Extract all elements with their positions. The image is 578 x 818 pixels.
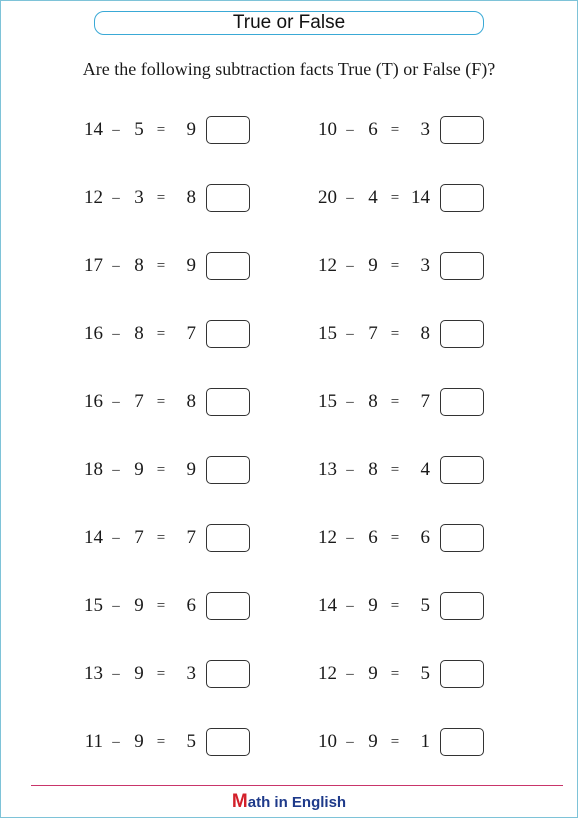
instruction-text: Are the following subtraction facts True (T) or False (F)?: [82, 59, 496, 79]
problem-row: [307, 252, 578, 280]
minuend: 16: [84, 323, 103, 344]
stated-result: 9: [186, 255, 196, 276]
stated-result: 5: [420, 595, 430, 616]
subtrahend: 7: [134, 391, 144, 412]
stated-result: 7: [186, 323, 196, 344]
minuend: 12: [84, 187, 103, 208]
minus-sign: –: [112, 530, 120, 546]
problem-row: [307, 388, 578, 416]
minuend: 10: [318, 731, 337, 752]
subtrahend: 8: [134, 323, 144, 344]
minuend: 14: [84, 527, 103, 548]
minuend: 12: [318, 527, 337, 548]
minuend: 13: [84, 663, 103, 684]
minus-sign: –: [112, 666, 120, 682]
problem-row: [307, 728, 578, 756]
answer-box[interactable]: [440, 456, 484, 484]
subtrahend: 7: [368, 323, 378, 344]
subtrahend: 4: [368, 187, 378, 208]
minuend: 15: [318, 391, 337, 412]
minuend: 14: [84, 119, 103, 140]
stated-result: 7: [186, 527, 196, 548]
answer-box[interactable]: [206, 320, 250, 348]
problem-row: [307, 456, 578, 484]
stated-result: 6: [186, 595, 196, 616]
equals-sign: =: [390, 326, 400, 342]
answer-box[interactable]: [206, 660, 250, 688]
answer-box[interactable]: [206, 184, 250, 212]
subtrahend: 9: [368, 595, 378, 616]
subtrahend: 7: [134, 527, 144, 548]
answer-box[interactable]: [206, 728, 250, 756]
stated-result: 8: [186, 391, 196, 412]
minus-sign: –: [346, 462, 354, 478]
stated-result: 5: [186, 731, 196, 752]
footer-divider: [31, 785, 563, 786]
subtrahend: 5: [134, 119, 144, 140]
brand-text: ath in English: [247, 794, 347, 811]
minuend: 12: [318, 255, 337, 276]
subtrahend: 9: [134, 731, 144, 752]
stated-result: 3: [420, 255, 430, 276]
minus-sign: –: [346, 122, 354, 138]
problem-row: [307, 320, 578, 348]
equals-sign: =: [156, 462, 166, 478]
minus-sign: –: [112, 326, 120, 342]
minus-sign: –: [112, 258, 120, 274]
answer-box[interactable]: [206, 252, 250, 280]
minus-sign: –: [346, 530, 354, 546]
subtrahend: 9: [134, 459, 144, 480]
problem-row: [307, 524, 578, 552]
minuend: 20: [318, 187, 337, 208]
page-title: True or False: [94, 11, 484, 35]
brand-m-letter: M: [231, 791, 248, 812]
stated-result: 5: [420, 663, 430, 684]
equals-sign: =: [390, 190, 400, 206]
problem-row: [307, 184, 578, 212]
subtrahend: 8: [134, 255, 144, 276]
minuend: 17: [84, 255, 103, 276]
equals-sign: =: [156, 190, 166, 206]
equals-sign: =: [390, 734, 400, 750]
stated-result: 6: [420, 527, 430, 548]
answer-box[interactable]: [440, 184, 484, 212]
minus-sign: –: [346, 258, 354, 274]
equals-sign: =: [390, 394, 400, 410]
subtrahend: 8: [368, 459, 378, 480]
subtrahend: 6: [368, 119, 378, 140]
brand-logo: [1, 791, 577, 813]
answer-box[interactable]: [440, 252, 484, 280]
answer-box[interactable]: [440, 524, 484, 552]
equals-sign: =: [390, 258, 400, 274]
minus-sign: –: [112, 462, 120, 478]
stated-result: 7: [420, 391, 430, 412]
answer-box[interactable]: [440, 728, 484, 756]
subtrahend: 6: [368, 527, 378, 548]
minus-sign: –: [112, 598, 120, 614]
minus-sign: –: [346, 326, 354, 342]
subtrahend: 9: [368, 731, 378, 752]
equals-sign: =: [156, 734, 166, 750]
answer-box[interactable]: [206, 456, 250, 484]
minuend: 13: [318, 459, 337, 480]
answer-box[interactable]: [206, 388, 250, 416]
answer-box[interactable]: [206, 524, 250, 552]
minuend: 18: [84, 459, 103, 480]
equals-sign: =: [156, 394, 166, 410]
subtrahend: 9: [368, 255, 378, 276]
minus-sign: –: [346, 598, 354, 614]
answer-box[interactable]: [440, 116, 484, 144]
stated-result: 3: [186, 663, 196, 684]
minuend: 10: [318, 119, 337, 140]
equals-sign: =: [156, 122, 166, 138]
problem-row: [307, 592, 578, 620]
minus-sign: –: [346, 734, 354, 750]
minuend: 11: [84, 731, 103, 752]
minus-sign: –: [112, 734, 120, 750]
equals-sign: =: [156, 666, 166, 682]
minuend: 15: [318, 323, 337, 344]
minus-sign: –: [112, 122, 120, 138]
equals-sign: =: [390, 666, 400, 682]
stated-result: 14: [411, 187, 430, 208]
minuend: 15: [84, 595, 103, 616]
stated-result: 9: [186, 459, 196, 480]
subtrahend: 9: [368, 663, 378, 684]
answer-box[interactable]: [206, 592, 250, 620]
minus-sign: –: [346, 190, 354, 206]
minus-sign: –: [112, 190, 120, 206]
equals-sign: =: [390, 462, 400, 478]
stated-result: 8: [186, 187, 196, 208]
equals-sign: =: [156, 326, 166, 342]
equals-sign: =: [390, 598, 400, 614]
minus-sign: –: [346, 394, 354, 410]
subtrahend: 9: [134, 663, 144, 684]
minus-sign: –: [346, 666, 354, 682]
equals-sign: =: [390, 530, 400, 546]
stated-result: 8: [420, 323, 430, 344]
subtrahend: 8: [368, 391, 378, 412]
equals-sign: =: [156, 258, 166, 274]
answer-box[interactable]: [440, 660, 484, 688]
stated-result: 9: [186, 119, 196, 140]
equals-sign: =: [156, 530, 166, 546]
equals-sign: =: [390, 122, 400, 138]
stated-result: 4: [420, 459, 430, 480]
problem-row: [307, 660, 578, 688]
answer-box[interactable]: [440, 388, 484, 416]
equals-sign: =: [156, 598, 166, 614]
minuend: 12: [318, 663, 337, 684]
stated-result: 3: [420, 119, 430, 140]
subtrahend: 3: [134, 187, 144, 208]
answer-box[interactable]: [440, 592, 484, 620]
stated-result: 1: [420, 731, 430, 752]
minuend: 14: [318, 595, 337, 616]
subtrahend: 9: [134, 595, 144, 616]
answer-box[interactable]: [440, 320, 484, 348]
minus-sign: –: [112, 394, 120, 410]
problem-row: [307, 116, 578, 144]
minuend: 16: [84, 391, 103, 412]
answer-box[interactable]: [206, 116, 250, 144]
